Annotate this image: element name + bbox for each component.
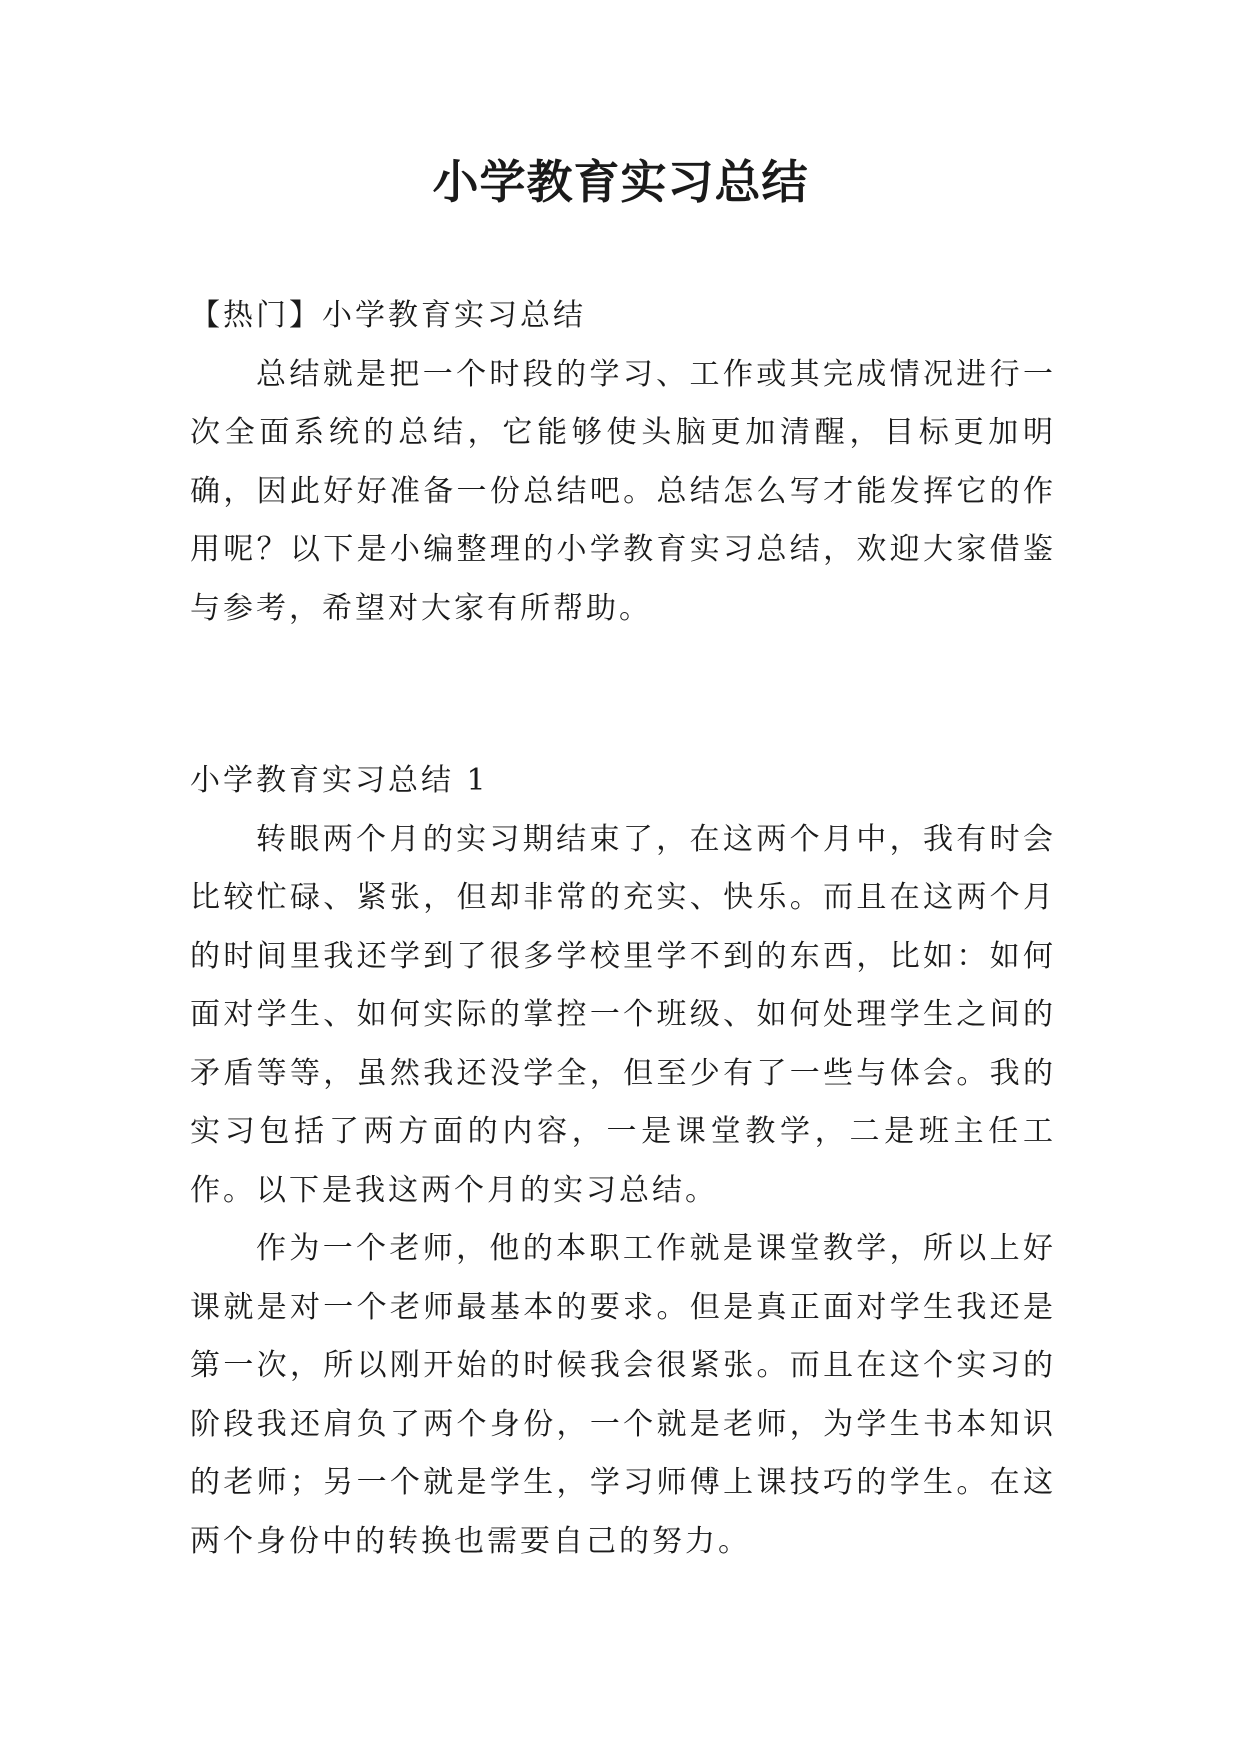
section-1 [190,752,1056,1571]
intro-paragraph: 总结就是把一个时段的学习、工作或其完成情况进行一次全面系统的总结，它能够使头脑更加清醒，目标更加明确，因此好好准备一份总结吧。总结怎么写才能发挥它的作用呢？以下是小编整理的小学教育实习总结，欢迎大家借鉴与参考，希望对大家有所帮助。 [190,356,1056,626]
lead-heading: 【热门】小学教育实习总结 [190,298,586,333]
document-title: 小学教育实习总结 [432,155,809,209]
lead-section [190,287,1056,638]
section-1-paragraph-1: 转眼两个月的实习期结束了，在这两个月中，我有时会比较忙碌、紧张，但却非常的充实、快乐。而且在这两个月的时间里我还学到了很多学校里学不到的东西，比如：如何面对学生、如何实际的掌控一个班级、如何处理学生之间的矛盾等等，虽然我还没学全，但至少有了一些与体会。我的实习包括了两方面的内容，一是课堂教学，二是班主任工作。以下是我这两个月的实习总结。 [190,821,1056,1208]
section-1-heading: 小学教育实习总结 1 [190,763,489,798]
section-1-paragraph-2: 作为一个老师，他的本职工作就是课堂教学，所以上好课就是对一个老师最基本的要求。但是真正面对学生我还是第一次，所以刚开始的时候我会很紧张。而且在这个实习的阶段我还肩负了两个身份，一个就是老师，为学生书本知识的老师；另一个就是学生，学习师傅上课技巧的学生。在这两个身份中的转换也需要自己的努力。 [190,1231,1056,1559]
